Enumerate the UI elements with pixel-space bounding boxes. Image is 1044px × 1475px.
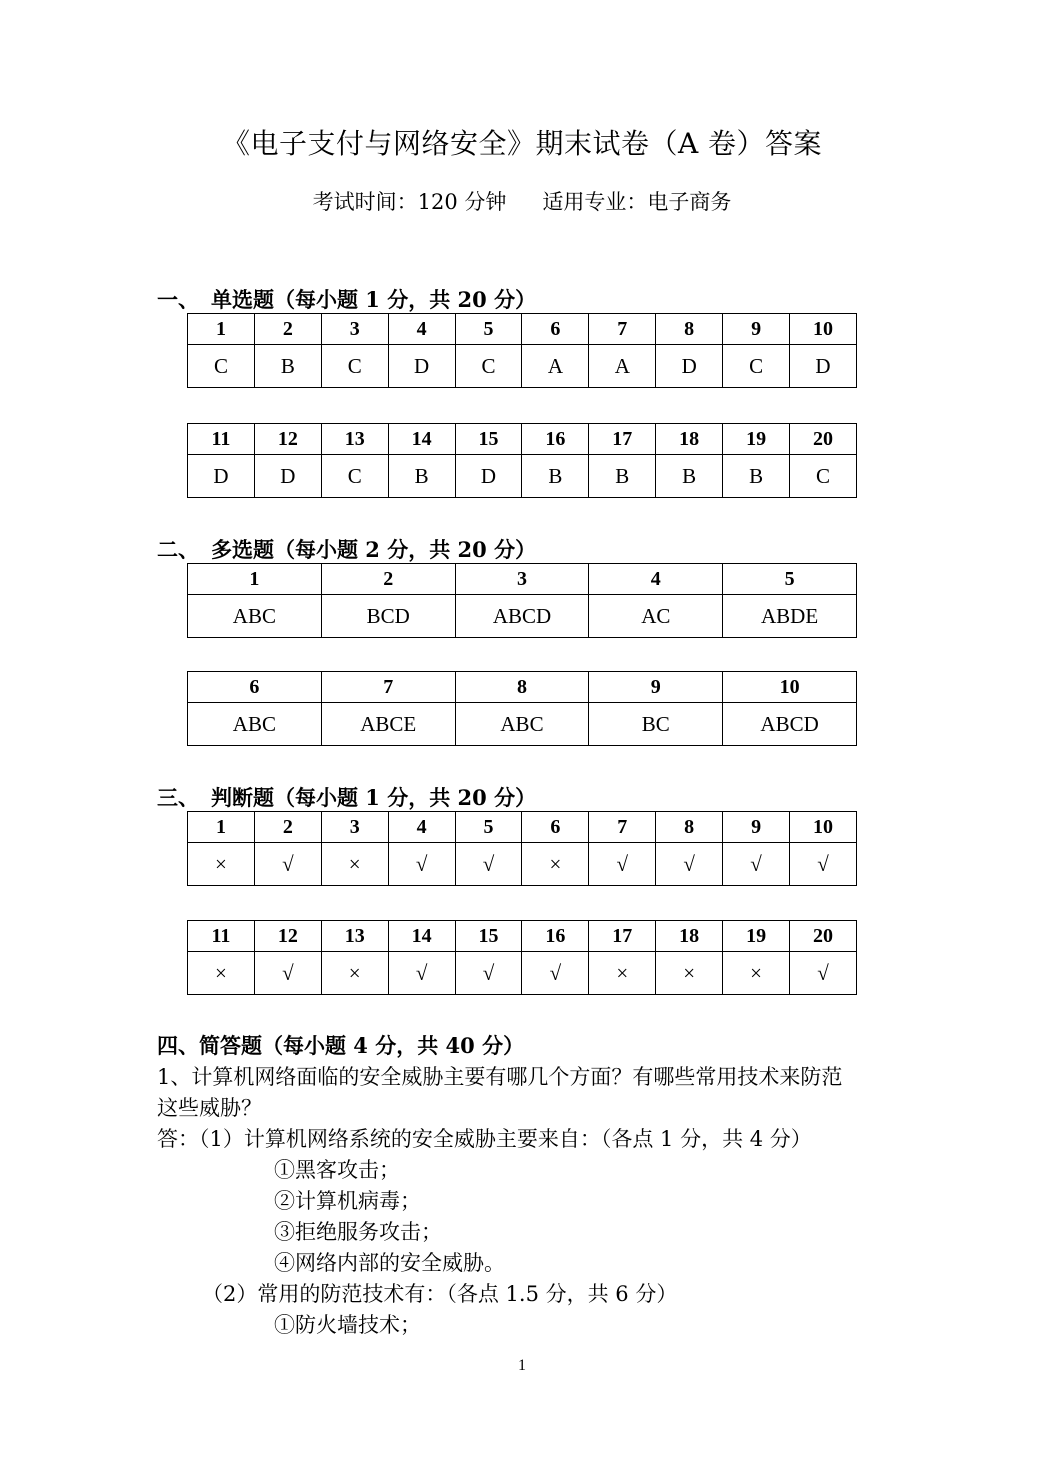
header-cell: 3: [321, 812, 388, 843]
answer-cell: √: [254, 843, 321, 886]
header-cell: 8: [656, 812, 723, 843]
header-cell: 19: [723, 921, 790, 952]
header-cell: 6: [522, 812, 589, 843]
answer-cell: √: [522, 952, 589, 995]
section-3-title: 判断题（每小题 1 分，共 20 分）: [211, 785, 537, 810]
header-cell: 5: [455, 314, 522, 345]
answer-cell: ABCD: [723, 703, 857, 746]
answer-cell: C: [188, 345, 255, 388]
multi-choice-table-2: [187, 671, 857, 746]
header-cell: 1: [188, 564, 322, 595]
answer-cell: B: [589, 455, 656, 498]
header-cell: 1: [188, 812, 255, 843]
answer-cell: C: [455, 345, 522, 388]
answer-cell: ABC: [188, 595, 322, 638]
table-answer-row: [188, 595, 857, 638]
page-number: 1: [518, 1357, 526, 1374]
answer-cell: A: [522, 345, 589, 388]
table-answer-row: [188, 843, 857, 886]
header-cell: 14: [388, 921, 455, 952]
header-cell: 17: [589, 424, 656, 455]
answer-cell: √: [388, 952, 455, 995]
header-cell: 5: [723, 564, 857, 595]
answer-cell: √: [589, 843, 656, 886]
multi-choice-table-1: [187, 563, 857, 638]
header-cell: 11: [188, 921, 255, 952]
answer-cell: AC: [589, 595, 723, 638]
header-cell: 12: [254, 424, 321, 455]
answer-cell: √: [790, 843, 857, 886]
true-false-table-1: [187, 811, 857, 886]
header-cell: 8: [455, 672, 589, 703]
header-cell: 9: [589, 672, 723, 703]
header-cell: 19: [723, 424, 790, 455]
answer-cell: √: [656, 843, 723, 886]
table-header-row: [188, 812, 857, 843]
answer-cell: ABC: [188, 703, 322, 746]
answer-cell: B: [723, 455, 790, 498]
header-cell: 10: [723, 672, 857, 703]
answer-cell: BCD: [321, 595, 455, 638]
exam-major: 适用专业：电子商务: [542, 190, 732, 214]
header-cell: 14: [388, 424, 455, 455]
answer-cell: D: [388, 345, 455, 388]
answer-cell: ABCE: [321, 703, 455, 746]
header-cell: 9: [723, 314, 790, 345]
header-cell: 8: [656, 314, 723, 345]
answer-cell: √: [254, 952, 321, 995]
answer-cell: √: [723, 843, 790, 886]
answer-cell: ×: [723, 952, 790, 995]
answer-cell: D: [455, 455, 522, 498]
answer-cell: √: [388, 843, 455, 886]
header-cell: 7: [589, 314, 656, 345]
answer-cell: ×: [321, 952, 388, 995]
question-1-line-1: 1、计算机网络面临的安全威胁主要有哪几个方面？有哪些常用技术来防范: [157, 1065, 843, 1089]
answer-cell: ABCD: [455, 595, 589, 638]
header-cell: 7: [321, 672, 455, 703]
section-2-title: 多选题（每小题 2 分，共 20 分）: [211, 537, 537, 562]
answer-cell: √: [455, 952, 522, 995]
table-header-row: [188, 424, 857, 455]
answer-cell: D: [188, 455, 255, 498]
header-cell: 6: [522, 314, 589, 345]
answer-item: ③拒绝服务攻击；: [274, 1220, 442, 1244]
table-answer-row: [188, 345, 857, 388]
header-cell: 20: [790, 921, 857, 952]
answer-item: ④网络内部的安全威胁。: [274, 1251, 505, 1275]
header-cell: 11: [188, 424, 255, 455]
header-cell: 13: [321, 921, 388, 952]
exam-time: 考试时间：120 分钟: [312, 190, 507, 214]
header-cell: 16: [522, 921, 589, 952]
header-cell: 2: [254, 812, 321, 843]
answer-cell: D: [790, 345, 857, 388]
answer-cell: ×: [522, 843, 589, 886]
answer-cell: B: [254, 345, 321, 388]
section-2-heading: 二、 多选题（每小题 2 分，共 20 分）: [157, 537, 537, 562]
table-answer-row: [188, 952, 857, 995]
section-1-title: 单选题（每小题 1 分，共 20 分）: [211, 287, 537, 312]
answer-cell: C: [321, 345, 388, 388]
answer-cell: ABDE: [723, 595, 857, 638]
header-cell: 1: [188, 314, 255, 345]
header-cell: 7: [589, 812, 656, 843]
answer-item: ①防火墙技术；: [274, 1313, 421, 1337]
header-cell: 10: [790, 812, 857, 843]
answer-cell: ×: [321, 843, 388, 886]
single-choice-table-2: [187, 423, 857, 498]
section-1-heading: 一、 单选题（每小题 1 分，共 20 分）: [157, 287, 537, 312]
answer-cell: C: [723, 345, 790, 388]
header-cell: 20: [790, 424, 857, 455]
header-cell: 2: [254, 314, 321, 345]
table-header-row: [188, 314, 857, 345]
section-3-heading: 三、 判断题（每小题 1 分，共 20 分）: [157, 785, 537, 810]
header-cell: 3: [321, 314, 388, 345]
answer-cell: BC: [589, 703, 723, 746]
header-cell: 15: [455, 424, 522, 455]
header-cell: 4: [388, 812, 455, 843]
answer-cell: ×: [589, 952, 656, 995]
answer-cell: B: [388, 455, 455, 498]
section-4-heading: 四、简答题（每小题 4 分，共 40 分）: [157, 1033, 525, 1058]
header-cell: 3: [455, 564, 589, 595]
exam-info: [0, 186, 1044, 216]
table-header-row: [188, 921, 857, 952]
header-cell: 13: [321, 424, 388, 455]
true-false-table-2: [187, 920, 857, 995]
answer-1-part-2: （2）常用的防范技术有：（各点 1.5 分，共 6 分）: [202, 1282, 678, 1306]
single-choice-table-1: [187, 313, 857, 388]
answer-cell: √: [790, 952, 857, 995]
header-cell: 4: [589, 564, 723, 595]
table-answer-row: [188, 703, 857, 746]
table-header-row: [188, 564, 857, 595]
header-cell: 18: [656, 424, 723, 455]
table-header-row: [188, 672, 857, 703]
answer-cell: D: [656, 345, 723, 388]
question-1-line-2: 这些威胁？: [157, 1096, 262, 1120]
answer-cell: √: [455, 843, 522, 886]
answer-cell: C: [790, 455, 857, 498]
header-cell: 12: [254, 921, 321, 952]
header-cell: 15: [455, 921, 522, 952]
answer-cell: ×: [188, 952, 255, 995]
answer-cell: B: [522, 455, 589, 498]
answer-cell: C: [321, 455, 388, 498]
header-cell: 9: [723, 812, 790, 843]
header-cell: 4: [388, 314, 455, 345]
table-answer-row: [188, 455, 857, 498]
header-cell: 17: [589, 921, 656, 952]
header-cell: 10: [790, 314, 857, 345]
answer-cell: A: [589, 345, 656, 388]
answer-item: ①黑客攻击；: [274, 1158, 400, 1182]
header-cell: 16: [522, 424, 589, 455]
header-cell: 18: [656, 921, 723, 952]
page-title: 《电子支付与网络安全》期末试卷（A 卷）答案: [221, 127, 823, 160]
answer-1-part-1: 答：（1）计算机网络系统的安全威胁主要来自：（各点 1 分，共 4 分）: [157, 1127, 812, 1151]
header-cell: 6: [188, 672, 322, 703]
header-cell: 5: [455, 812, 522, 843]
answer-item: ②计算机病毒；: [274, 1189, 421, 1213]
answer-cell: D: [254, 455, 321, 498]
answer-cell: ABC: [455, 703, 589, 746]
answer-cell: ×: [656, 952, 723, 995]
header-cell: 2: [321, 564, 455, 595]
answer-cell: B: [656, 455, 723, 498]
answer-cell: ×: [188, 843, 255, 886]
